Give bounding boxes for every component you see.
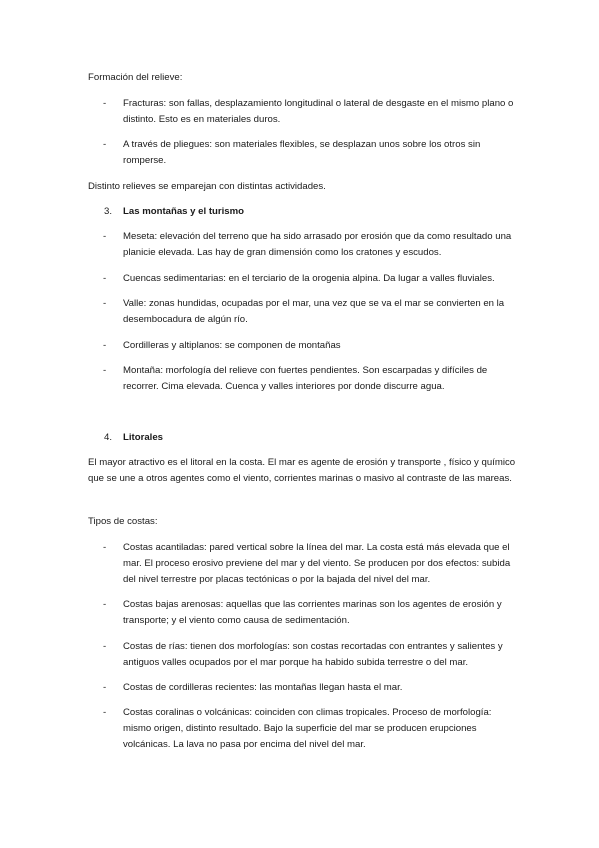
list-item	[88, 96, 518, 128]
list-item	[88, 271, 518, 287]
relief-formation-title: Formación del relieve:	[88, 72, 183, 83]
bullet-dash: -	[103, 231, 107, 242]
section-title: Las montañas y el turismo	[123, 206, 245, 217]
coast-intro-paragraph: El mayor atractivo es el litoral en la costa. El mar es agente de erosión y transporte , físico y químico que se une a otros agentes como el viento, corrientes marinas o masivo al contraste de las mareas.	[88, 457, 516, 485]
list-item-text: Costas acantiladas: pared vertical sobre la línea del mar. La costa está más elevada que el mar. El proceso erosivo previene del mar y del viento. Se producen por dos efectos: subida del nivel terrestre por placas tectónicas o por la bajada del nivel del mar.	[123, 542, 511, 586]
list-item-text: Costas de rías: tienen dos morfologías: son costas recortadas con entrantes y salientes y antiguos valles ocupados por el mar porque ha habido subida terrestre o del mar.	[123, 641, 503, 669]
list-item-text: Valle: zonas hundidas, ocupadas por el mar, una vez que se va el mar se convierten en la desembocadura de algún río.	[123, 298, 505, 326]
bullet-dash: -	[103, 641, 107, 652]
list-item	[88, 137, 518, 169]
list-item	[88, 338, 518, 354]
bullet-dash: -	[103, 298, 107, 309]
list-item	[88, 540, 518, 589]
list-item-text: A través de pliegues: son materiales flexibles, se desplazan unos sobre los otros sin romperse.	[123, 139, 481, 167]
list-item	[88, 229, 518, 261]
section-heading	[88, 430, 518, 446]
bullet-dash: -	[103, 98, 107, 109]
list-item	[88, 639, 518, 671]
list-item-text: Montaña: morfología del relieve con fuertes pendientes. Son escarpadas y difíciles de recorrer. Cima elevada. Cuenca y valles interiores por donde discurre agua.	[123, 365, 488, 393]
section-number: 4.	[104, 432, 113, 443]
list-item	[88, 705, 518, 754]
bullet-dash: -	[103, 365, 107, 376]
list-item	[88, 296, 518, 328]
list-item	[88, 680, 518, 696]
list-item-text: Costas de cordilleras recientes: las montañas llegan hasta el mar.	[123, 682, 403, 693]
bullet-dash: -	[103, 139, 107, 150]
coast-types-label: Tipos de costas:	[88, 516, 158, 527]
list-item-text: Meseta: elevación del terreno que ha sido arrasado por erosión que da como resultado una planicie elevada. Las hay de gran dimensión como los cratones y escudos.	[123, 231, 512, 259]
section-number: 3.	[104, 206, 113, 217]
section-heading	[88, 204, 518, 220]
bullet-dash: -	[103, 273, 107, 284]
activities-note: Distinto relieves se emparejan con distintas actividades.	[88, 181, 326, 192]
list-item-text: Costas bajas arenosas: aquellas que las corrientes marinas son los agentes de erosión y transporte; y el viento como causa de sedimentación.	[123, 599, 502, 627]
bullet-dash: -	[103, 682, 107, 693]
list-item	[88, 363, 518, 395]
list-item-text: Fracturas: son fallas, desplazamiento longitudinal o lateral de desgaste en el mismo plano o distinto. Esto es en materiales duros.	[123, 98, 514, 126]
bullet-dash: -	[103, 340, 107, 351]
bullet-dash: -	[103, 707, 107, 718]
section-title: Litorales	[123, 432, 163, 443]
list-item-text: Costas coralinas o volcánicas: coinciden con climas tropicales. Proceso de morfología: mismo origen, distinto resultado. Bajo la superficie del mar se producen erupciones volcánicas. La lava no pasa por encima del nivel del mar.	[123, 707, 492, 751]
list-item	[88, 597, 518, 629]
bullet-dash: -	[103, 599, 107, 610]
bullet-dash: -	[103, 542, 107, 553]
list-item-text: Cordilleras y altiplanos: se componen de montañas	[123, 340, 341, 351]
list-item-text: Cuencas sedimentarias: en el terciario de la orogenia alpina. Da lugar a valles fluviales.	[123, 273, 495, 284]
